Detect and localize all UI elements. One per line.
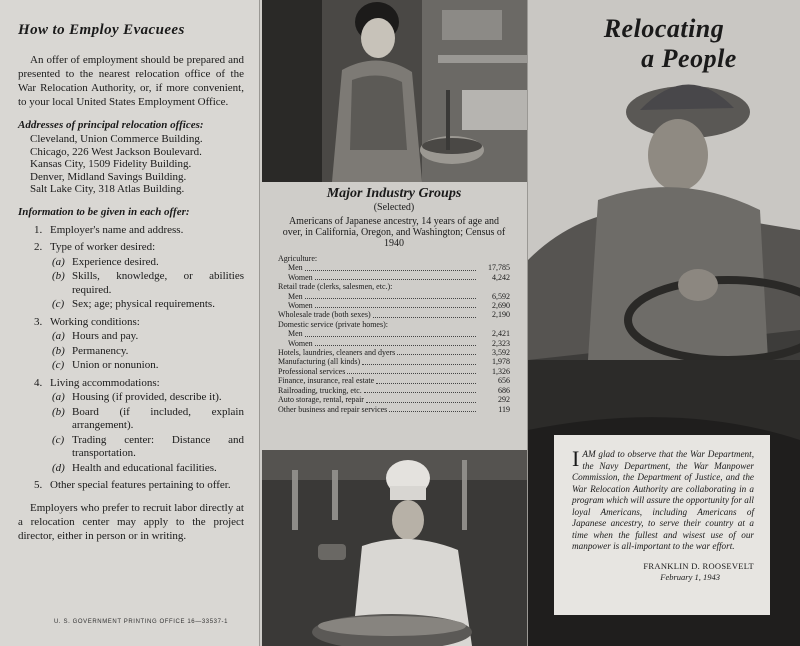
- row-leader-dots: [364, 391, 476, 393]
- row-leader-dots: [315, 278, 476, 280]
- row-value: 1,978: [492, 357, 510, 367]
- table-row: [278, 292, 510, 301]
- row-value: 1,326: [492, 366, 510, 376]
- offer-item-text: Other special features pertaining to offer.: [50, 479, 231, 491]
- offer-subitem-letter: (c): [52, 298, 65, 310]
- row-leader-dots: [373, 316, 476, 318]
- row-value: 4,242: [492, 272, 510, 282]
- offer-subitem-letter: (b): [52, 344, 65, 357]
- row-leader-dots: [305, 297, 476, 299]
- quote-dropcap: I: [572, 446, 580, 471]
- row-value: 2,190: [492, 310, 510, 320]
- address-item: Chicago, 226 West Jackson Boulevard.: [30, 145, 202, 158]
- row-value: 686: [498, 385, 510, 395]
- offer-subitem-text: Union or nonunion.: [72, 359, 159, 371]
- industry-table: [278, 186, 510, 414]
- offer-subitem-text: Board (if included, explain arrangement).: [72, 405, 244, 431]
- middle-panel: [260, 0, 528, 646]
- row-label: Women: [288, 272, 313, 282]
- row-leader-dots: [397, 353, 476, 355]
- offer-info-list: [18, 224, 244, 493]
- offer-subitem-text: Skills, knowledge, or abilities required.: [72, 270, 244, 296]
- info-heading: Information to be given in each offer:: [18, 205, 190, 218]
- offer-subitem: [18, 462, 244, 476]
- table-description: Americans of Japanese ancestry, 14 years of age and over, in California, Oregon, and Washington; Census of 1940: [282, 216, 506, 249]
- row-leader-dots: [362, 363, 476, 365]
- offer-item-number: 2.: [34, 241, 43, 253]
- offer-item: [18, 241, 244, 312]
- table-row: [278, 395, 510, 404]
- offer-subitem-text: Experience desired.: [72, 255, 159, 268]
- row-label: Women: [288, 338, 313, 348]
- photo-chef: [262, 450, 528, 646]
- table-row: [278, 273, 510, 282]
- offer-subitem-letter: (b): [52, 270, 65, 282]
- quote-signature: FRANKLIN D. ROOSEVELT: [643, 560, 754, 571]
- offer-subitem-letter: (a): [52, 391, 65, 403]
- table-rows: [278, 254, 510, 414]
- offer-subitem-text: Housing (if provided, describe it).: [72, 391, 222, 403]
- row-label: Wholesale trade (both sexes): [278, 310, 371, 320]
- offer-subitem-text: Health and educational facilities.: [72, 461, 217, 474]
- row-value: 2,690: [492, 301, 510, 311]
- row-value: 17,785: [488, 263, 510, 273]
- offer-subitem: [18, 359, 244, 373]
- address-item: Kansas City, 1509 Fidelity Building.: [30, 158, 192, 170]
- offer-subitem: [18, 391, 244, 405]
- table-row: [278, 320, 510, 329]
- offer-item: [18, 224, 244, 238]
- offer-subitem: [18, 270, 244, 297]
- row-label: Hotels, laundries, cleaners and dyers: [278, 348, 396, 358]
- address-list: [18, 133, 244, 196]
- row-leader-dots: [315, 306, 476, 308]
- address-item: Denver, Midland Savings Building.: [30, 170, 187, 183]
- row-label: Domestic service (private homes):: [278, 319, 388, 329]
- offer-subitem: [18, 345, 244, 359]
- addresses-heading: Addresses of principal relocation offices:: [18, 119, 204, 131]
- offer-subitem-letter: (a): [52, 330, 65, 342]
- offer-item: [18, 377, 244, 476]
- row-value: 6,592: [492, 291, 510, 301]
- table-row: [278, 376, 510, 385]
- quote-date: February 1, 1943: [660, 572, 720, 582]
- offer-item-text: Type of worker desired:: [50, 241, 156, 253]
- table-row: [278, 282, 510, 291]
- offer-subitem-letter: (b): [52, 405, 65, 418]
- table-row: [278, 357, 510, 366]
- offer-subitem: [18, 256, 244, 270]
- offer-item-number: 3.: [34, 315, 43, 328]
- row-label: Professional services: [278, 366, 346, 376]
- offer-subitem-text: Trading center: Distance and transportation.: [72, 433, 244, 459]
- row-label: Railroading, trucking, etc.: [278, 385, 362, 395]
- table-row: [278, 263, 510, 272]
- roosevelt-quote-box: [554, 435, 770, 615]
- outro-paragraph: Employers who prefer to recruit labor directly at a relocation center may apply to the project director, either in person or in writing.: [18, 501, 244, 542]
- offer-subitem: [18, 330, 244, 344]
- offer-subitem-text: Hours and pay.: [72, 330, 139, 342]
- table-row: [278, 348, 510, 357]
- table-row: [278, 254, 510, 263]
- row-label: Men: [288, 263, 303, 273]
- intro-paragraph: An offer of employment should be prepared and presented to the nearest relocation office of the War Relocation Authority, or, if more convenient, to your local United States Employment Office.: [18, 54, 244, 108]
- offer-item-text: Working conditions:: [50, 315, 140, 328]
- table-row: [278, 339, 510, 348]
- table-title: Major Industry Groups: [326, 186, 462, 201]
- offer-subitem: [18, 406, 244, 433]
- photo-woman-cooking: [262, 0, 528, 182]
- row-label: Women: [288, 301, 313, 311]
- table-row: [278, 329, 510, 338]
- offer-subitem-text: Sex; age; physical requirements.: [72, 298, 215, 310]
- main-title-line1: Relocating: [603, 14, 725, 43]
- row-value: 119: [498, 404, 510, 414]
- offer-item-text: Employer's name and address.: [50, 223, 184, 236]
- offer-item-number: 5.: [34, 479, 43, 491]
- offer-subitem-letter: (a): [52, 255, 65, 268]
- address-item: Cleveland, Union Commerce Building.: [30, 133, 203, 145]
- offer-subitem-letter: (d): [52, 461, 65, 474]
- row-label: Men: [288, 329, 303, 339]
- row-label: Retail trade (clerks, salesmen, etc.):: [278, 282, 393, 292]
- row-label: Manufacturing (all kinds): [278, 357, 361, 367]
- row-leader-dots: [305, 269, 476, 271]
- table-subtitle: (Selected): [373, 202, 415, 213]
- table-row: [278, 301, 510, 310]
- main-title-line2: a People: [641, 44, 737, 73]
- left-panel: [0, 0, 260, 646]
- row-label: Auto storage, rental, repair: [278, 395, 364, 405]
- offer-subitem-letter: (c): [52, 433, 65, 446]
- row-value: 2,323: [492, 338, 510, 348]
- row-label: Men: [288, 291, 303, 301]
- address-item: Salt Lake City, 318 Atlas Building.: [30, 183, 185, 195]
- row-value: 292: [498, 395, 510, 405]
- offer-subitem: [18, 298, 244, 312]
- row-leader-dots: [347, 372, 476, 374]
- row-leader-dots: [315, 344, 476, 346]
- row-leader-dots: [366, 401, 476, 403]
- row-label: Finance, insurance, real estate: [278, 376, 375, 386]
- table-row: [278, 405, 510, 414]
- table-row: [278, 386, 510, 395]
- printer-imprint: U. S. GOVERNMENT PRINTING OFFICE 16—33537-1: [54, 619, 229, 625]
- offer-item-text: Living accommodations:: [50, 376, 160, 389]
- offer-subitem: [18, 434, 244, 461]
- row-value: 2,421: [492, 329, 510, 339]
- row-label: Agriculture:: [278, 254, 318, 263]
- table-row: [278, 367, 510, 376]
- offer-subitem-letter: (c): [52, 359, 65, 371]
- offer-item: [18, 316, 244, 373]
- table-row: [278, 310, 510, 319]
- row-value: 3,592: [492, 348, 510, 358]
- offer-item-number: 1.: [34, 223, 43, 236]
- row-leader-dots: [376, 382, 476, 384]
- offer-subitem-text: Permanency.: [72, 344, 129, 357]
- row-leader-dots: [389, 410, 476, 412]
- offer-item-number: 4.: [34, 376, 43, 389]
- row-value: 656: [498, 376, 510, 386]
- offer-item: [18, 479, 244, 493]
- quote-text: AM glad to observe that the War Department, the Navy Department, the War Manpower Commission, the Department of Justice, and the War Relocation Authority are collaborating in a program which will assure the opportunity for all loyal Americans, including Americans of Japanese ancestry, to serve their country at a time when the fullest and wisest use of our manpower is all-important to the war effort.: [572, 449, 754, 551]
- row-label: Other business and repair services: [278, 404, 388, 414]
- row-leader-dots: [305, 335, 476, 337]
- employ-heading: How to Employ Evacuees: [18, 22, 185, 38]
